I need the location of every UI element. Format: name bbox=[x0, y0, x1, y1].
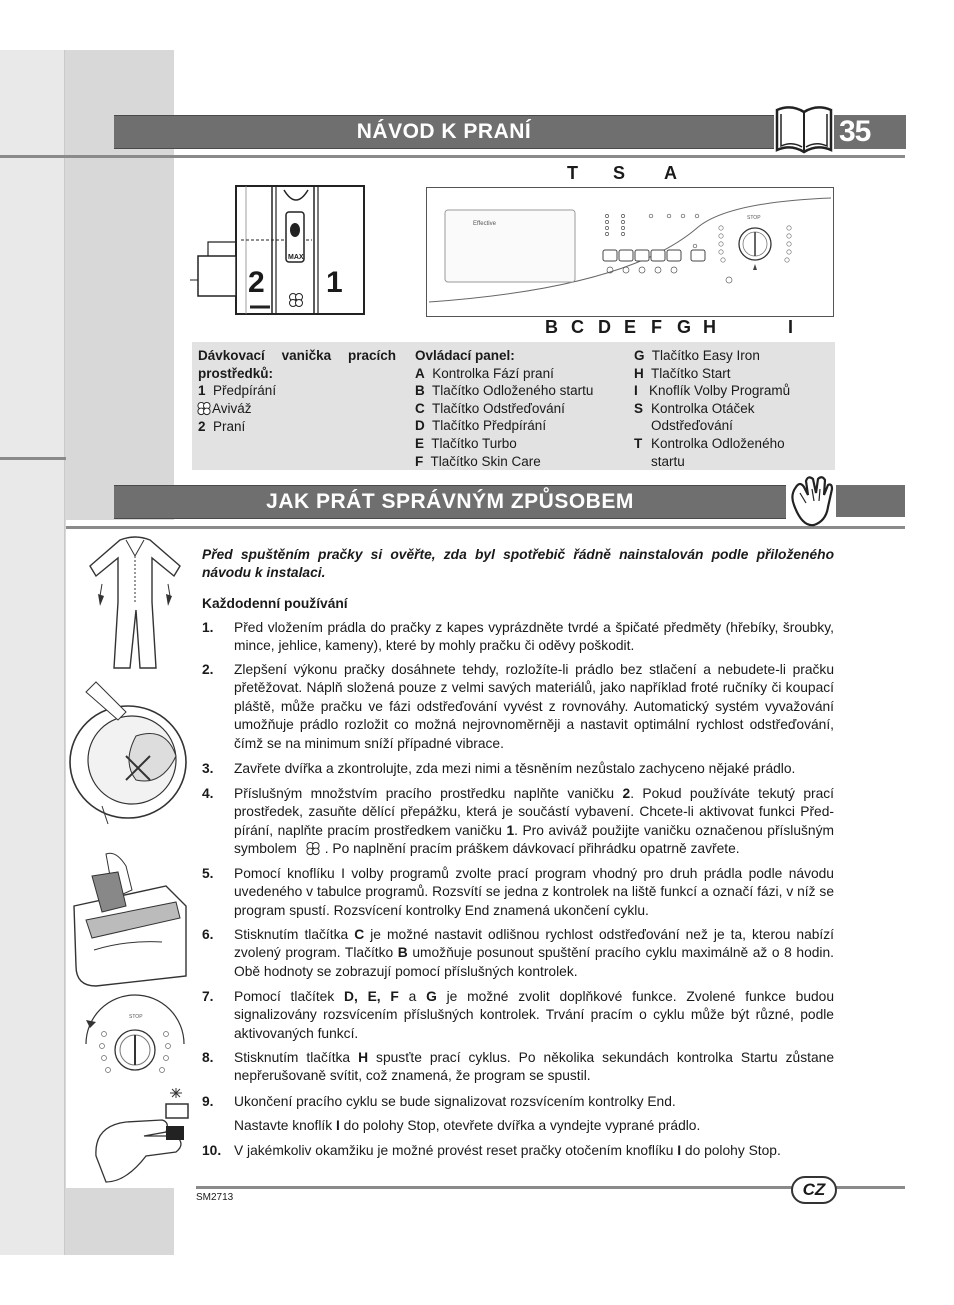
start-button-illustration bbox=[86, 1086, 190, 1186]
panel-legend-item: C Tlačítko Odstřeďování bbox=[415, 400, 565, 416]
step-6: 6. Stisknutím tlačítka C je možné nastavit odlišnou rychlost odstřeďování než je ta, kterou nabízí zvolený program. Tlačítko B umožňuje posunout spuštění pracího cyklu maximálně až o 8 hodin. Obě hodnoty se zobrazují pomocí příslušných kontrolek. bbox=[202, 927, 835, 979]
panel-legend-title: Ovládací panel: bbox=[415, 348, 515, 363]
flower-icon bbox=[288, 292, 304, 313]
step-4: 4. Příslušným množstvím pracího prostředku naplňte vaničku 2. Pokud používáte tekutý prací prostředek, zasuňte dělící přepážku, která je součástí vybavení. Chcete-li aktivovat funkci Před-pírání, naplňte pracím prostředkem vaničku 1. Pro aviváž použijte vaničku označenou příslušným symbolem . Po naplnění pracím práškem dávkovací přihrádku opatrně zavřete. bbox=[202, 785, 834, 862]
detergent-drawer-diagram bbox=[186, 182, 376, 318]
label-e: E bbox=[624, 317, 637, 337]
label-i: I bbox=[788, 317, 794, 337]
program-dial-illustration bbox=[80, 994, 190, 1086]
label-b: B bbox=[545, 317, 558, 337]
step-7: 7. Pomocí tlačítek D, E, F a G je možné zvolit doplňkové funkce. Zvolené funkce budou signalizovány rozsvícením příslušných kontrolek. Trvání pracím o cyklu může být různé, podle aktivovaných funkcí. bbox=[202, 989, 835, 1041]
label-s: S bbox=[613, 163, 626, 183]
step-8: 8. Stisknutím tlačítka H spusťte prací cyklus. Po několika sekundách kontrolka Startu zůstane nepřerušovaně svítit, což znamená, že program se spustil. bbox=[202, 1050, 834, 1084]
intro-text: Před spuštěním pračky si ověřte, zda byl spotřebič řádně nainstalován podle přiloženého návodu k instalaci. bbox=[202, 547, 834, 581]
page-number-box bbox=[834, 115, 906, 149]
label-g: G bbox=[677, 317, 692, 337]
drum-load-illustration bbox=[66, 676, 190, 826]
document-code: SM2713 bbox=[196, 1192, 234, 1203]
panel-display-label: Effective bbox=[473, 221, 496, 227]
step-2: 2. Zlepšení výkonu pračky dosáhnete tehdy, rozložíte-li prádlo bez stlačení a nebudete-li pračku přetěžovat. Náplň složená pouze z velmi savých materiálů, jako například froté ručníky či koupací pláště, může pračku ve fázi odstřeďování vyvést z rovnováhy. Automatický systém vyvažování umožňuje prádlo rozložit co možná nejrovnoměrněji a nastavit optimální rychlost odstřeďování, čímž se na minimum sníží případné vibrace. bbox=[202, 662, 834, 751]
control-panel-diagram bbox=[426, 187, 834, 317]
dial-stop-label: STOP bbox=[129, 1014, 143, 1020]
step-1: 1. Před vložením prádla do pračky z kapes vyprázdněte tvrdé a špičaté předměty (hřebíky, šroubky, mince, jehlice, kameny), které by mohly pračku či oděvy poškodit. bbox=[202, 620, 834, 654]
drawer-max-label: MAX bbox=[288, 254, 304, 261]
section-title: JAK PRÁT SPRÁVNÝM ZPŮSOBEM bbox=[114, 485, 786, 519]
panel-legend-item: H Tlačítko Start bbox=[634, 365, 731, 381]
panel-legend-item: F Tlačítko Skin Care bbox=[415, 453, 541, 469]
flower-icon bbox=[305, 841, 321, 861]
panel-legend-item: G Tlačítko Easy Iron bbox=[634, 348, 760, 363]
label-c: C bbox=[571, 317, 584, 337]
drawer-legend-item: Aviváž bbox=[196, 400, 252, 421]
language-badge: CZ bbox=[791, 1176, 837, 1204]
label-d: D bbox=[598, 317, 611, 337]
drawer-legend-title: Dávkovací vanička pracích prostředků: bbox=[198, 348, 396, 381]
panel-legend-item: S Kontrolka Otáček Odstřeďování bbox=[634, 400, 755, 434]
panel-legend-item: B Tlačítko Odloženého startu bbox=[415, 383, 594, 399]
top-rule bbox=[0, 155, 905, 158]
drawer-number-1: 1 bbox=[326, 266, 343, 299]
page-title: NÁVOD K PRANÍ bbox=[114, 115, 774, 149]
drawer-legend-item: 1 Předpírání bbox=[198, 383, 277, 398]
label-h: H bbox=[703, 317, 716, 337]
section-title-end bbox=[836, 485, 905, 517]
section-rule bbox=[66, 526, 905, 529]
step-9-continued: Nastavte knoflík I do polohy Stop, otevřete dvířka a vyndejte vyprané prádlo. bbox=[234, 1118, 701, 1133]
detergent-fill-illustration bbox=[66, 846, 190, 988]
page-number: 35 bbox=[839, 115, 871, 148]
panel-stop-label: STOP bbox=[747, 215, 761, 221]
hand-icon bbox=[786, 475, 836, 529]
left-margin-rule bbox=[0, 457, 66, 460]
left-margin-strip bbox=[0, 50, 65, 1255]
panel-legend-item: E Tlačítko Turbo bbox=[415, 436, 517, 451]
step-5: 5. Pomocí knoflíku I volby programů zvolte prací program vhodný pro druh prádla podle návodu uvedeného v tabulce programů. Rozsvítí se jedna z kontrolek na liště funkcí a označí fázi, v níž se program spustí. Rozsvícení kontrolky End znamená ukončení cyklu. bbox=[202, 866, 834, 918]
panel-legend-item: I Knoflík Volby Programů bbox=[634, 383, 791, 399]
panel-legend-item: D Tlačítko Předpírání bbox=[415, 418, 547, 434]
step-9: 9. Ukončení pracího cyklu se bude signalizovat rozsvícením kontrolky End. bbox=[202, 1094, 676, 1109]
daily-use-heading: Každodenní používání bbox=[202, 596, 348, 611]
label-a: A bbox=[664, 163, 677, 183]
drawer-number-2: 2 bbox=[248, 266, 265, 299]
label-f: F bbox=[651, 317, 662, 337]
step-10: 10. V jakémkoliv okamžiku je možné provést reset pračky otočením knoflíku I do polohy Stop. bbox=[202, 1143, 781, 1158]
legend-box bbox=[192, 342, 835, 470]
panel-legend-item: A Kontrolka Fází praní bbox=[415, 365, 554, 381]
panel-legend-item: T Kontrolka Odloženého startu bbox=[634, 436, 785, 469]
drawer-legend-item: 2 Praní bbox=[198, 419, 246, 434]
clothes-pockets-illustration bbox=[80, 532, 190, 672]
label-t: T bbox=[567, 163, 578, 183]
step-3: 3. Zavřete dvířka a zkontrolujte, zda mezi nimi a těsněním nezůstalo zachyceno nějaké prádlo. bbox=[202, 761, 796, 776]
book-icon bbox=[773, 100, 835, 156]
